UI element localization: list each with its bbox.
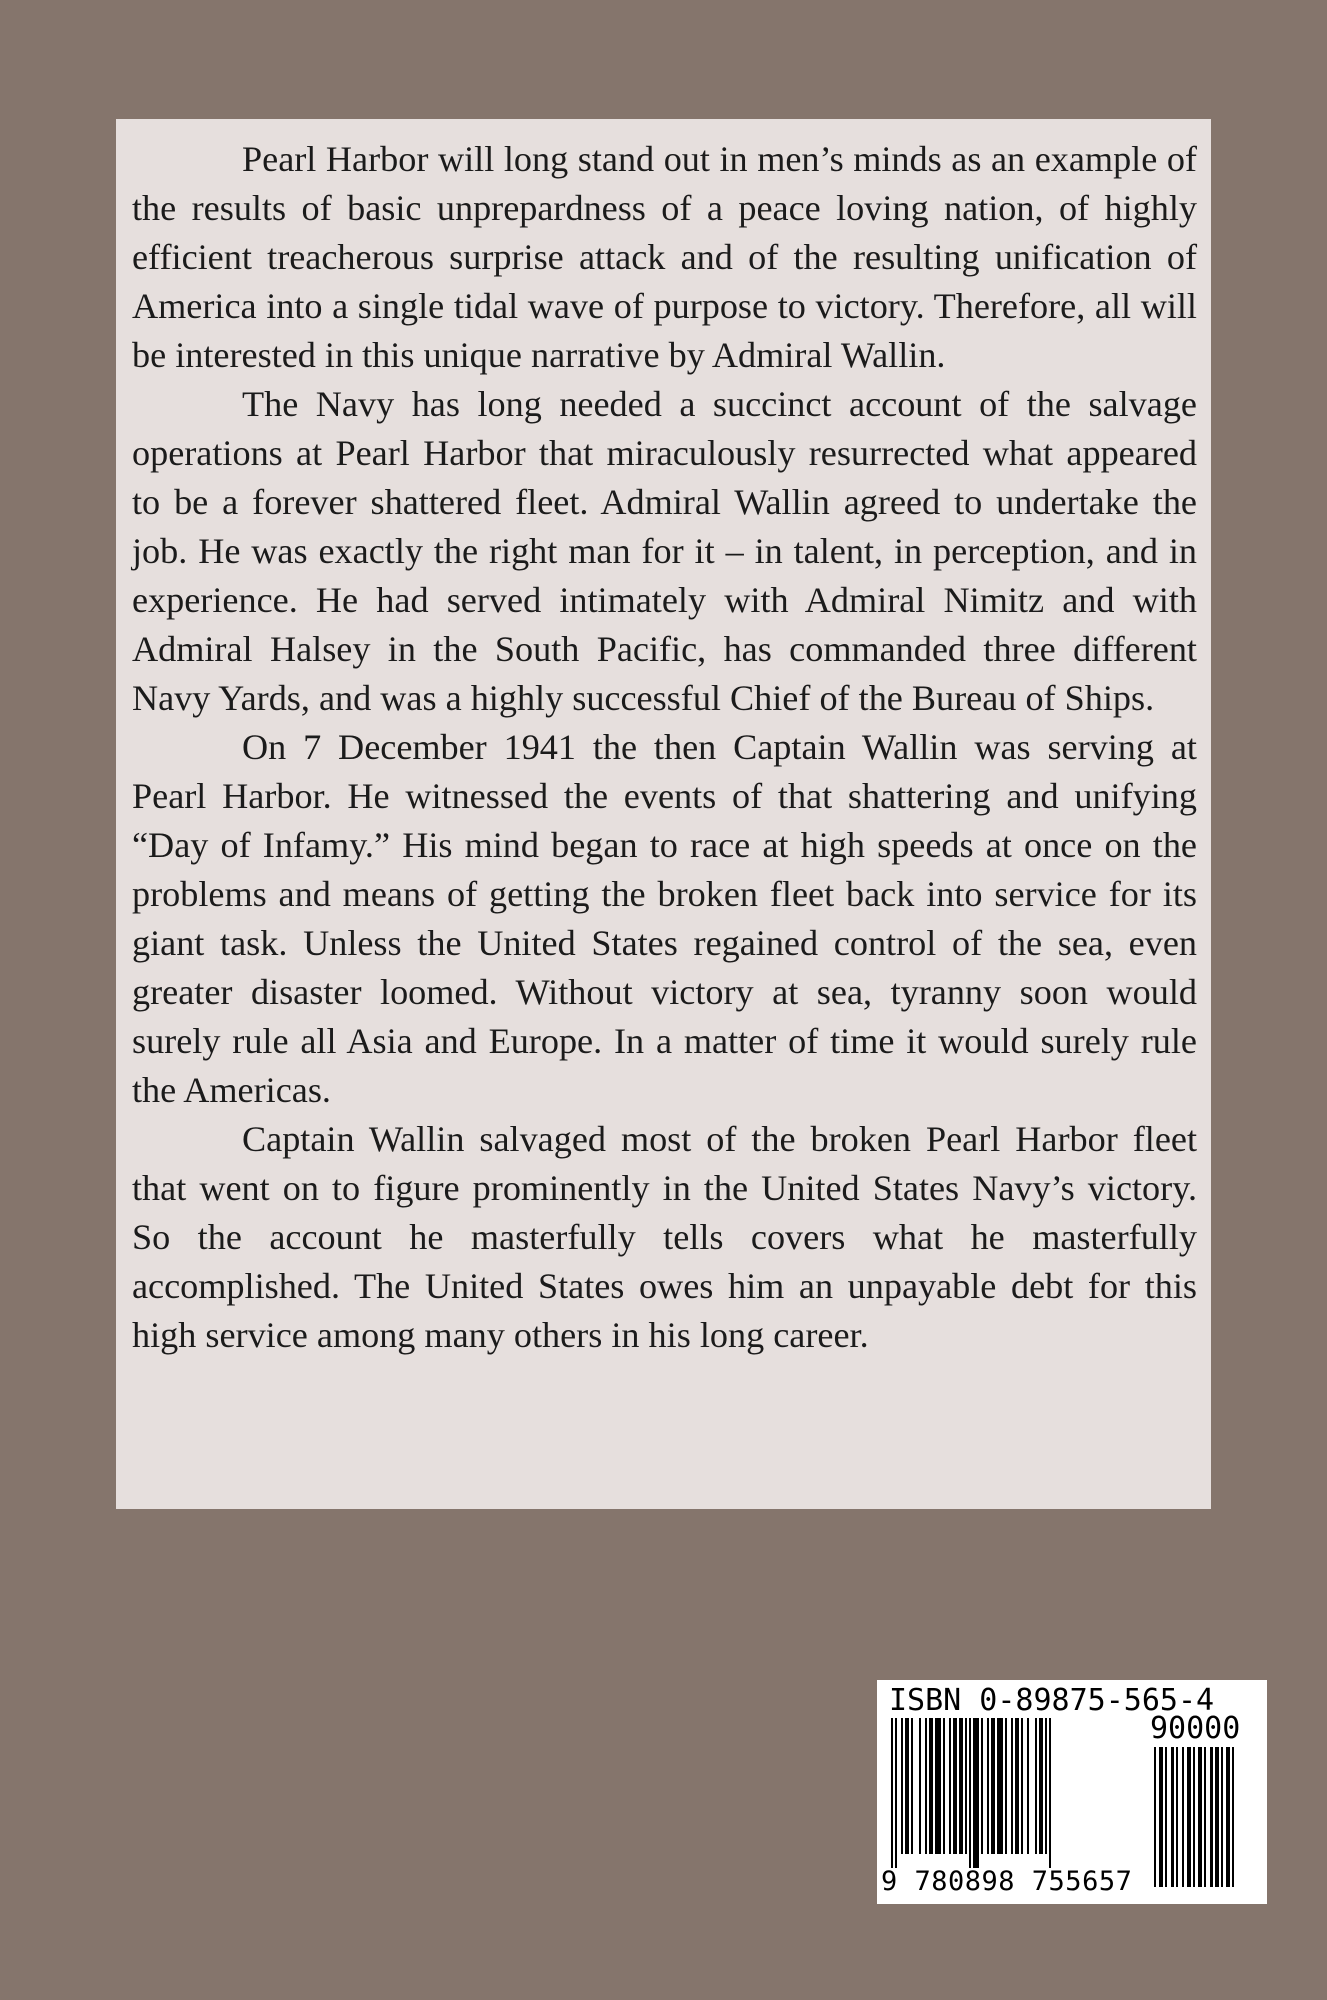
isbn-barcode xyxy=(877,1680,1267,1904)
barcode-bar xyxy=(1165,1747,1167,1887)
barcode-bar xyxy=(981,1718,983,1854)
barcode-bar xyxy=(1193,1747,1195,1887)
barcode-bar xyxy=(1215,1747,1219,1887)
barcode-bar xyxy=(1027,1718,1029,1854)
barcode-bar xyxy=(911,1718,913,1854)
barcode-bar xyxy=(1154,1747,1156,1887)
barcode-bar xyxy=(1171,1747,1174,1887)
ean-barcode-bars xyxy=(891,1718,1146,1868)
barcode-bar xyxy=(991,1718,995,1854)
blurb-paragraph: The Navy has long needed a succinct account of the salvage operations at Pearl Harbor that miraculously resurrected what appeared to be a forever shattered fleet. Admiral Wallin agreed to undertake the job. He was exactly the right man for it – in talent, in perception, and in experience. He had served intimately with Admiral Nimitz and with Admiral Halsey in the South Pacific, has commanded three different Navy Yards, and was a highly successful Chief of the Bureau of Ships. xyxy=(132,384,1197,718)
barcode-bar xyxy=(965,1718,967,1854)
price-code-label: 90000 xyxy=(1150,1711,1241,1746)
back-cover-blurb xyxy=(116,119,1211,1509)
barcode-bar xyxy=(1021,1718,1023,1854)
barcode-bar xyxy=(1005,1718,1007,1854)
addon-barcode-bars xyxy=(1154,1747,1262,1887)
barcode-bar xyxy=(1210,1747,1213,1887)
isbn-label: ISBN 0-89875-565-4 xyxy=(889,1683,1215,1718)
barcode-bar xyxy=(1198,1747,1202,1887)
barcode-bar xyxy=(1182,1747,1184,1887)
barcode-bar xyxy=(943,1718,945,1854)
barcode-bar xyxy=(1039,1718,1043,1854)
blurb-paragraph: Captain Wallin salvaged most of the broken Pearl Harbor fleet that went on to figure prominently in the United States Navy’s victory. So the account he masterfully tells covers what he masterfully accomplished. The United States owes him an unpayable debt for this high service among many others in his long career. xyxy=(132,1119,1197,1355)
barcode-bar xyxy=(1015,1718,1019,1854)
barcode-bar xyxy=(929,1718,933,1854)
barcode-bar xyxy=(1049,1718,1051,1868)
barcode-bar xyxy=(1159,1747,1163,1887)
barcode-bar xyxy=(935,1718,941,1854)
blurb-paragraph: On 7 December 1941 the then Captain Wallin was serving at Pearl Harbor. He witnessed the events of that shattering and unifying “Day of Infamy.” His mind began to race at high speeds at once on the problems and means of getting the broken fleet back into service for its giant task. Unless the United States regained control of the sea, even greater disaster loomed. Without victory at sea, tyranny soon would surely rule all Asia and Europe. In a matter of time it would surely rule the Americas. xyxy=(132,727,1197,1110)
ean-number-label: 9 780898 755657 xyxy=(881,1866,1133,1897)
barcode-bar xyxy=(1045,1718,1047,1854)
barcode-bar xyxy=(1204,1747,1206,1887)
barcode-bar xyxy=(919,1718,921,1854)
barcode-bar xyxy=(1035,1718,1037,1854)
barcode-bar xyxy=(905,1718,909,1854)
barcode-bar xyxy=(969,1718,971,1868)
barcode-bar xyxy=(1226,1747,1230,1887)
barcode-bar xyxy=(997,1718,1003,1854)
barcode-bar xyxy=(895,1718,897,1868)
barcode-bar xyxy=(901,1718,903,1854)
blurb-paragraph: Pearl Harbor will long stand out in men’s minds as an example of the results of basic unprepardness of a peace loving nation, of highly efficient treacherous surprise attack and of the resulting unification of America into a single tidal wave of purpose to victory. Therefore, all will be interested in this unique narrative by Admiral Wallin. xyxy=(132,139,1197,375)
barcode-bar xyxy=(949,1718,951,1854)
barcode-bar xyxy=(1187,1747,1191,1887)
barcode-bar xyxy=(953,1718,957,1854)
barcode-bar xyxy=(1221,1747,1223,1887)
barcode-bar xyxy=(925,1718,927,1854)
barcode-bar xyxy=(973,1718,979,1868)
barcode-bar xyxy=(987,1718,989,1854)
barcode-bar xyxy=(1011,1718,1013,1854)
barcode-bar xyxy=(1176,1747,1178,1887)
barcode-bar xyxy=(1232,1747,1234,1887)
barcode-bar xyxy=(891,1718,893,1868)
barcode-bar xyxy=(959,1718,963,1854)
